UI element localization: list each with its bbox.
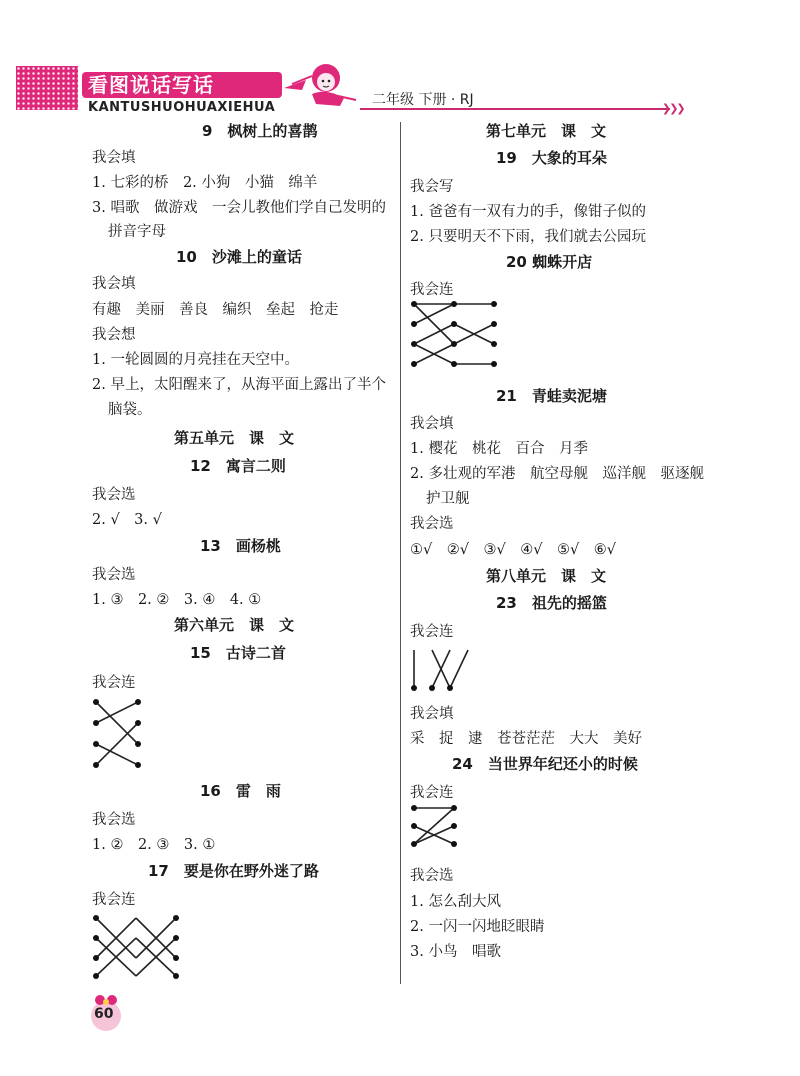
lesson-title: 16 雷 雨 xyxy=(200,782,281,800)
lesson-title: 12 寓言二则 xyxy=(190,457,286,475)
section-label: 我会连 xyxy=(410,282,454,298)
answer-line: 脑袋。 xyxy=(108,402,152,418)
answer-line: 2. 早上，太阳醒来了，从海平面上露出了半个 xyxy=(92,377,386,393)
section-label: 我会连 xyxy=(410,624,454,640)
answer-line: 1. 怎么刮大风 xyxy=(410,894,501,910)
matching-diagram xyxy=(410,300,500,378)
matching-diagram xyxy=(410,646,480,694)
section-label: 我会填 xyxy=(92,150,136,166)
answer-line: 1. 一轮圆圆的月亮挂在天空中。 xyxy=(92,352,299,368)
section-label: 我会想 xyxy=(92,327,136,343)
unit-heading: 第五单元 课 文 xyxy=(174,429,295,447)
answer-line: 3. 小鸟 唱歌 xyxy=(410,944,501,960)
section-label: 我会连 xyxy=(92,675,136,691)
section-label: 我会选 xyxy=(410,516,454,532)
lesson-title: 24 当世界年纪还小的时候 xyxy=(452,755,638,773)
matching-diagram xyxy=(92,914,184,980)
answer-line: 2. √ 3. √ xyxy=(92,512,162,528)
answer-line: 1. 樱花 桃花 百合 月季 xyxy=(410,441,588,457)
column-divider xyxy=(400,122,401,984)
page-number-badge xyxy=(86,992,126,1032)
unit-heading: 第八单元 课 文 xyxy=(486,567,607,585)
section-label: 我会连 xyxy=(92,892,136,908)
answer-line: 拼音字母 xyxy=(108,224,166,240)
page-header xyxy=(0,0,800,120)
section-label: 我会填 xyxy=(410,416,454,432)
section-label: 我会连 xyxy=(410,785,454,801)
lesson-title: 10 沙滩上的童话 xyxy=(176,248,302,266)
section-label: 我会填 xyxy=(92,276,136,292)
section-label: 我会选 xyxy=(410,868,454,884)
answer-line: 有趣 美丽 善良 编织 垒起 抢走 xyxy=(92,302,339,318)
section-label: 我会填 xyxy=(410,706,454,722)
answer-line: 2. 多壮观的军港 航空母舰 巡洋舰 驱逐舰 xyxy=(410,466,704,482)
grade-label: 二年级 下册 · RJ xyxy=(372,92,474,108)
answer-line: 1. ② 2. ③ 3. ① xyxy=(92,837,216,853)
matching-diagram xyxy=(410,804,470,850)
lesson-title: 13 画杨桃 xyxy=(200,537,281,555)
answer-line: 护卫舰 xyxy=(426,491,470,507)
lesson-title: 23 祖先的摇篮 xyxy=(496,594,607,612)
answer-line: 1. 爸爸有一双有力的手，像钳子似的 xyxy=(410,204,646,220)
lesson-title: 17 要是你在野外迷了路 xyxy=(148,862,319,880)
page-number: 60 xyxy=(94,1006,114,1022)
girl-mascot-icon xyxy=(282,60,362,110)
answer-line: ①√ ②√ ③√ ④√ ⑤√ ⑥√ xyxy=(410,542,616,558)
section-label: 我会选 xyxy=(92,812,136,828)
section-label: 我会写 xyxy=(410,179,454,195)
answer-line: 2. 一闪一闪地眨眼睛 xyxy=(410,919,545,935)
section-label: 我会选 xyxy=(92,487,136,503)
lesson-title: 19 大象的耳朵 xyxy=(496,149,607,167)
lesson-title: 20 蜘蛛开店 xyxy=(506,253,593,271)
answer-line: 2. 只要明天不下雨，我们就去公园玩 xyxy=(410,229,646,245)
book-title: 看图说话写话 xyxy=(82,72,282,98)
answer-line: 1. ③ 2. ② 3. ④ 4. ① xyxy=(92,592,262,608)
answer-line: 采 捉 逮 苍苍茫茫 大大 美好 xyxy=(410,731,642,747)
header-rule xyxy=(360,108,670,110)
lesson-title: 21 青蛙卖泥塘 xyxy=(496,387,607,405)
dot-pattern-decoration xyxy=(16,66,78,110)
arrow-decoration-icon: ❯❯❯ xyxy=(662,102,684,115)
answer-line: 1. 七彩的桥 2. 小狗 小猫 绵羊 xyxy=(92,175,318,191)
book-subtitle-pinyin: KANTUSHUOHUAXIEHUA xyxy=(88,100,276,115)
lesson-title: 15 古诗二首 xyxy=(190,644,286,662)
section-label: 我会选 xyxy=(92,567,136,583)
unit-heading: 第七单元 课 文 xyxy=(486,122,607,140)
unit-heading: 第六单元 课 文 xyxy=(174,616,295,634)
lesson-title: 9 枫树上的喜鹊 xyxy=(202,122,318,140)
answer-line: 3. 唱歌 做游戏 一会儿教他们学自己发明的 xyxy=(92,200,386,216)
matching-diagram xyxy=(92,698,152,770)
